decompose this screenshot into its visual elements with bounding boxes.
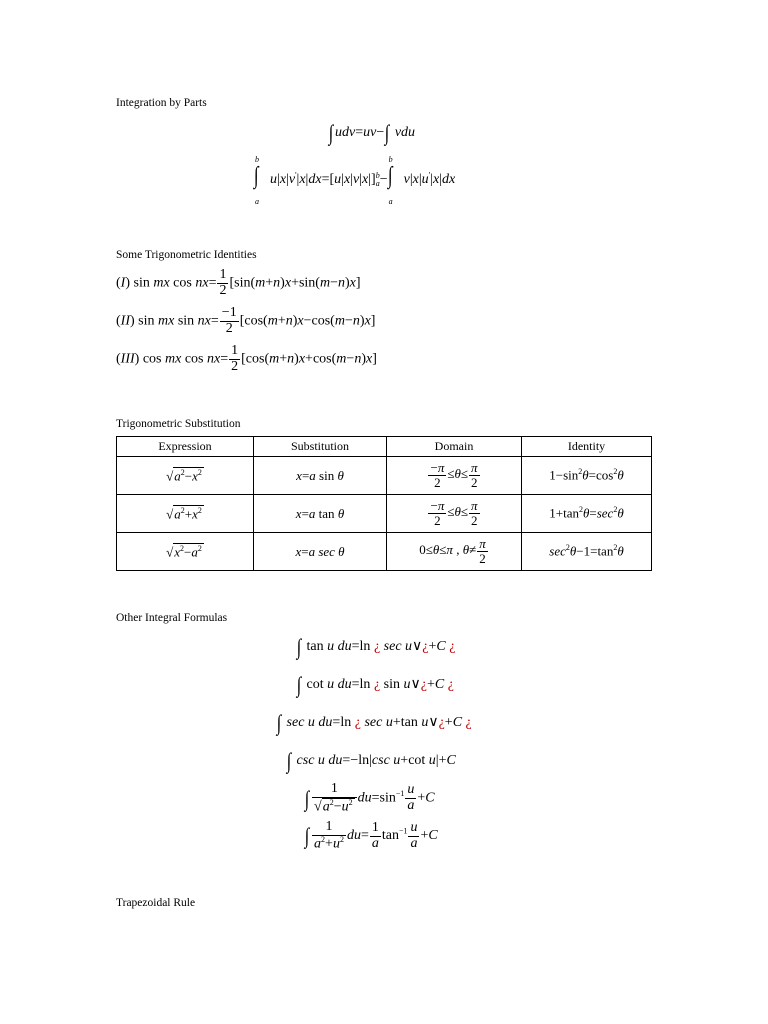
cell-identity: $1-\sin^2\theta=\cos^2\theta$ xyxy=(522,457,652,495)
section-heading-sub: Trigonometric Substitution xyxy=(116,418,241,430)
table-row xyxy=(117,533,652,571)
cell-substitution: x=a tan θ xyxy=(254,495,387,533)
cell-substitution: x=a sin θ xyxy=(254,457,387,495)
header-substitution: Substitution xyxy=(254,437,387,457)
cell-domain: 0≤θ≤π , θ≠ $\frac{\pi}{2}$ xyxy=(387,533,522,571)
table-row xyxy=(117,457,652,495)
cell-expression: $√a^2-x^2$ xyxy=(117,457,254,495)
header-expression: Expression xyxy=(117,437,254,457)
formula-tan: ∫ tan u du=ln ¿ sec u∨¿+C ¿ xyxy=(296,634,456,659)
identity-3: (III) cos mx cos nx= $\frac{1}{2}$ [cos(m+n)x+cos(m−n)x] xyxy=(116,343,377,374)
trig-substitution-table xyxy=(116,436,652,571)
identity-2: (II) sin mx sin nx= $\frac{-1}{2}$ [cos(m+n)x−cos(m−n)x] xyxy=(116,305,376,336)
header-identity: Identity xyxy=(522,437,652,457)
identity-1: (I) sin mx cos nx= $\frac{1}{2}$ [sin(m+n)x+sin(m−n)x] xyxy=(116,267,361,298)
cell-expression: $√a^2+x^2$ xyxy=(117,495,254,533)
section-heading-parts: Integration by Parts xyxy=(116,97,207,109)
table-header-row xyxy=(117,437,652,457)
cell-identity: $1+\tan^2\theta=\sec^2\theta$ xyxy=(522,495,652,533)
section-heading-trap: Trapezoidal Rule xyxy=(116,897,196,909)
equation-parts-definite: b ∫ a u|x|v'|x|dx=[u|x|v|x|] b a − b ∫ a v|x|u'|x|dx xyxy=(253,155,456,206)
cell-domain: $\frac{-\pi}{2}$ ≤θ≤ $\frac{\pi}{2}$ xyxy=(387,495,522,533)
table-row xyxy=(117,495,652,533)
section-heading-trig: Some Trigonometric Identities xyxy=(116,249,257,261)
cell-identity: $\sec^2\theta-1=\tan^2\theta$ xyxy=(522,533,652,571)
formula-cot: ∫ cot u du=ln ¿ sin u∨¿+C ¿ xyxy=(296,672,454,697)
cell-substitution: x=a sec θ xyxy=(254,533,387,571)
cell-expression: $√x^2-a^2$ xyxy=(117,533,254,571)
equation-parts-indefinite: ∫ udv=uv−∫ vdu xyxy=(328,120,416,145)
formula-arcsin: ∫ $\frac{1}{√a^2-u^2}$ $du=\sin^{-1}$ $\frac{u}{a}$ +C xyxy=(304,781,435,815)
formula-arctan: ∫ $\frac{1}{a^2+u^2}$ du= $\frac{1}{a}$ $\tan^{-1}$ $\frac{u}{a}$ +C xyxy=(304,819,438,852)
cell-domain: $\frac{-\pi}{2}$ ≤θ≤ $\frac{\pi}{2}$ xyxy=(387,457,522,495)
formula-sec: ∫ sec u du=ln ¿ sec u+tan u∨¿+C ¿ xyxy=(276,710,472,735)
section-heading-other: Other Integral Formulas xyxy=(116,612,228,624)
header-domain: Domain xyxy=(387,437,522,457)
formula-csc: ∫ csc u du=−ln|csc u+cot u|+C xyxy=(286,748,456,773)
